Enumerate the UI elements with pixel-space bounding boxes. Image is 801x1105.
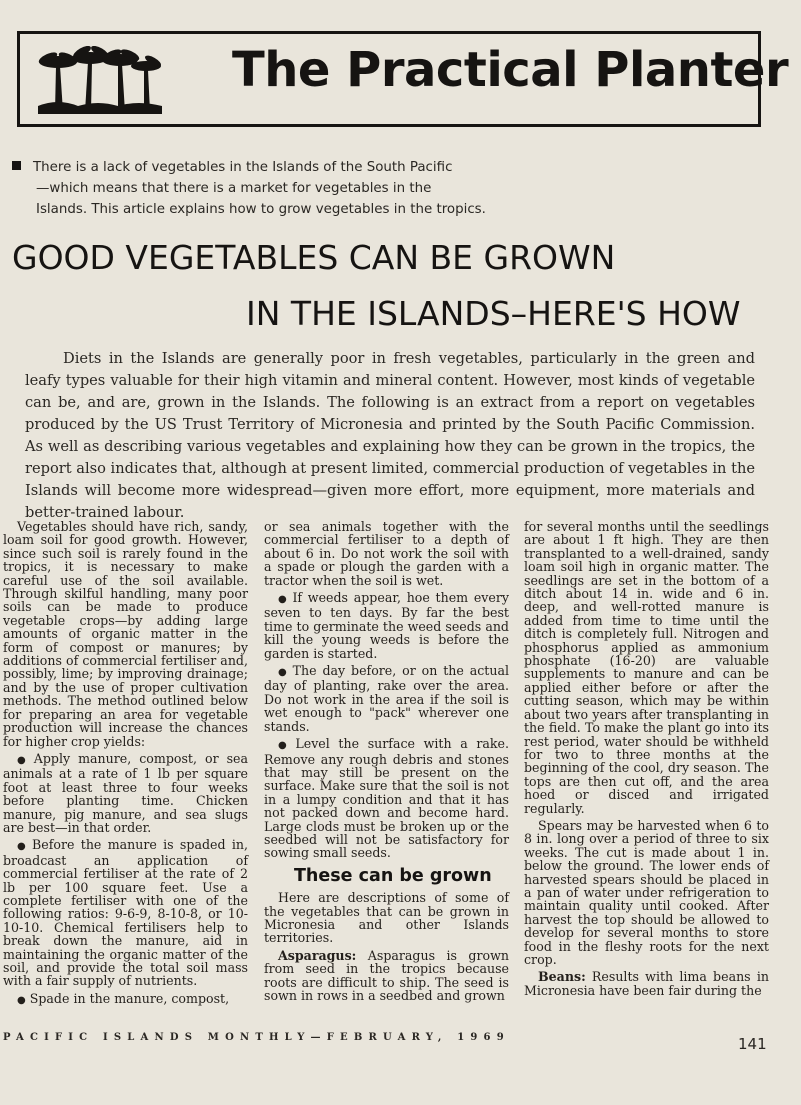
bullet-icon: ● [278, 594, 289, 606]
headline-line-2: IN THE ISLANDS–HERE'S HOW [246, 294, 741, 333]
col2-paragraph-3: The day before, or on the actual day of planting, rake over the area. Do not work in the area if the soil is wet enough to "pack" wherever one stands. [264, 663, 509, 734]
asparagus-label: Asparagus: [278, 947, 357, 963]
col3-paragraph-3: Results with lima beans in Micronesia have been fair during the [524, 969, 769, 998]
intro-line-2: —which means that there is a market for vegetables in the [36, 181, 432, 196]
masthead [17, 31, 789, 127]
col1-paragraph-3: Before the manure is spaded in, broadcast an application of commercial fertiliser at the rate of 2 lb per 100 square feet. Use a complete fertiliser with one of the following ratios: 9-6-9, 8-10-8, or 10-10-10. Chemical fertilisers help to break down the manure, aid in maintaining the organic matter of the soil, and provide the total soil mass with a fair supply of nutrients. [3, 837, 248, 989]
col1-paragraph-1: Vegetables should have rich, sandy, loam soil for good growth. However, since such soil is rarely found in the tropics, it is necessary to make careful use of the soil available. Through skilful handling, many poor soils can be made to produce vegetable crops—by adding large amounts of organic matter in the form of compost or manures; by additions of commercial fertiliser and, possibly, lime; by improving drainage; and by the use of proper cultivation methods. The method outlined below for preparing an area for vegetable production will increase the chances for higher crop yields: [3, 519, 248, 749]
bullet-icon: ● [278, 740, 292, 752]
headline-line-1: GOOD VEGETABLES CAN BE GROWN [12, 238, 616, 277]
masthead-title: The Practical Planter [232, 42, 789, 98]
column-2 [264, 520, 509, 1006]
palm-trees-icon [38, 46, 162, 114]
bullet-icon: ● [17, 841, 29, 853]
col2-paragraph-5: Here are descriptions of some of the vegetables that can be grown in Micronesia and other Islands territories. [264, 890, 509, 946]
col3-paragraph-2: Spears may be harvested when 6 to 8 in. long over a period of three to six weeks. The cut is made about 1 in. below the ground. The lower ends of harvested spears should be placed in a pan of water under refrigeration to maintain quality until cooked. After harvest the top should be allowed to develop for several months to store food in the fleshy roots for the next crop. [524, 817, 769, 967]
col2-paragraph-6: Asparagus is grown from seed in the tropics because roots are difficult to ship. The seed is sown in rows in a seedbed and grown [264, 947, 509, 1003]
column-1 [3, 520, 248, 1011]
bullet-icon: ● [278, 667, 289, 679]
intro-line-3: Islands. This article explains how to grow vegetables in the tropics. [36, 202, 486, 217]
lead-paragraph: Diets in the Islands are generally poor in fresh vegetables, particularly in the green and leafy types valuable for their high vitamin and mineral content. However, most kinds of vegetable can be, and are, grown in the Islands. The following is an extract from a report on vegetables produced by the US Trust Territory of Micronesia and printed by the South Pacific Commission. As well as describing various vegetables and explaining how they can be grown in the tropics, the report also indicates that, although at present limited, commercial production of vegetables in the Islands will become more widespread—given more effort, more equipment, more materials and better-trained labour. [25, 350, 755, 521]
col1-paragraph-2: Apply manure, compost, or sea animals at a rate of 1 lb per square foot at least three to four weeks before planting time. Chicken manure, pig manure, and sea slugs are best—in that order. [3, 750, 249, 835]
column-3 [524, 520, 769, 1001]
section-subhead: These can be grown [294, 865, 492, 886]
col2-paragraph-2: If weeds appear, hoe them every seven to ten days. By far the best time to germinate the weed seeds and kill the young weeds is before the garden is started. [264, 590, 509, 661]
intro-blurb [12, 157, 532, 220]
beans-label: Beans: [538, 969, 586, 985]
bullet-icon: ● [17, 994, 26, 1006]
page-number: 141 [738, 1035, 767, 1053]
footer-publication-line: PACIFIC ISLANDS MONTHLY—FEBRUARY, 1969 [3, 1032, 510, 1043]
col2-paragraph-4: Level the surface with a rake. Remove any rough debris and stones that may still be present on the surface. Make sure that the soil is not in a lumpy condition and that it has not packed down and become hard. Large clods must be broken up or the seedbed will not be satisfactory for sowing small seeds. [264, 736, 509, 861]
col2-paragraph-1: or sea animals together with the commercial fertiliser to a depth of about 6 in. Do not work the soil with a spade or plough the garden with a tractor when the soil is wet. [264, 519, 509, 588]
bullet-icon: ● [17, 754, 30, 766]
col3-paragraph-1: for several months until the seedlings are about 1 ft high. They are then transplanted to a well-drained, sandy loam soil high in organic matter. The seedlings are set in the bottom of a ditch about 14 in. wide and 6 in. deep, and well-rotted manure is added from time to time until the ditch is completely full. Nitrogen and phosphorus applied as ammonium phosphate (16-20) are valuable supplements to manure and can be applied either before or after the cutting season, which may be within about two years after transplanting in the field. To make the plant go into its rest period, water should be withheld for two to three months at the beginning of the cool, dry season. The tops are then cut off, and the area hoed or disced and irrigated regularly. [524, 519, 769, 816]
intro-line-1: There is a lack of vegetables in the Islands of the South Pacific [33, 160, 453, 175]
square-bullet-icon [12, 161, 21, 170]
col1-paragraph-4: Spade in the manure, compost, [29, 990, 230, 1006]
